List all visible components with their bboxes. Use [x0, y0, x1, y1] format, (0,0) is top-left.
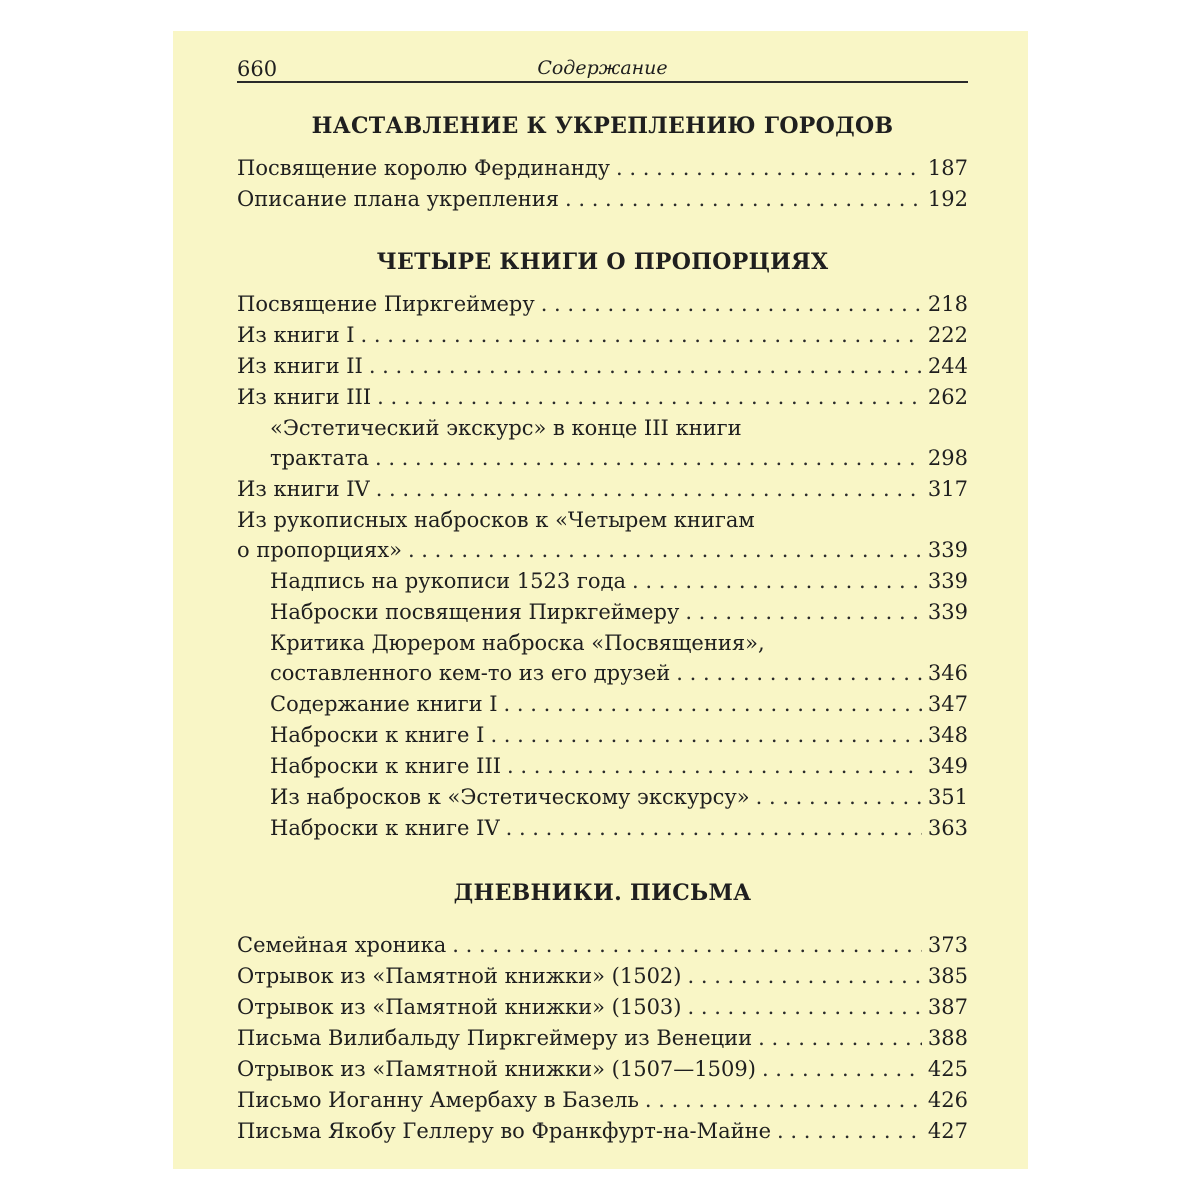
toc-entry-page: 298 — [927, 446, 968, 470]
toc-entry-title: Наброски к книге IV — [270, 816, 500, 840]
leader-dots — [639, 1085, 922, 1116]
section-title: ДНЕВНИКИ. ПИСЬМА — [453, 880, 752, 906]
leader-dots — [446, 930, 922, 961]
leader-dots — [750, 782, 922, 813]
toc-entry-title: Письмо Иоганну Амербаху в Базель — [237, 1088, 639, 1112]
toc-entry-title: трактата — [270, 446, 369, 470]
toc-entry-page: 387 — [927, 995, 968, 1019]
leader-dots — [535, 289, 922, 320]
leader-dots — [679, 597, 922, 628]
leader-dots — [402, 535, 922, 566]
toc-entry-page: 425 — [927, 1057, 968, 1081]
toc-entry-title: Отрывок из «Памятной книжки» (1507—1509) — [237, 1057, 756, 1081]
leader-dots — [670, 658, 922, 689]
toc-entry-title: Из книги I — [237, 323, 355, 347]
toc-entry-title-line1: «Эстетический экскурс» в конце III книги — [270, 416, 742, 440]
toc-entry-page: 349 — [927, 754, 968, 778]
toc-entry-title: Из книги II — [237, 354, 363, 378]
toc-entry-title: Отрывок из «Памятной книжки» (1503) — [237, 995, 682, 1019]
toc-entry-title: Из книги III — [237, 385, 372, 409]
toc-entry — [237, 566, 968, 597]
toc-entry — [237, 351, 968, 382]
leader-dots — [682, 992, 923, 1023]
toc-entry — [237, 961, 968, 992]
section-title: ЧЕТЫРЕ КНИГИ О ПРОПОРЦИЯХ — [376, 249, 829, 275]
toc-entry-page: 339 — [927, 569, 968, 593]
toc-entry — [270, 658, 968, 689]
toc-entry-title: Посвящение Пиркгеймеру — [237, 292, 535, 316]
toc-entry-title: Семейная хроника — [237, 933, 447, 957]
toc-entry-page: 218 — [927, 292, 968, 316]
toc-entry-title: Наброски к книге I — [270, 723, 485, 747]
toc-entry-page: 347 — [927, 692, 968, 716]
toc-entry-title: Наброски к книге III — [270, 754, 502, 778]
toc-entry-title: о пропорциях» — [237, 538, 402, 562]
toc-entry — [237, 474, 968, 505]
toc-entry-page: 385 — [927, 964, 968, 988]
toc-entry-page: 426 — [927, 1088, 968, 1112]
toc-entry-title: Письма Вилибальду Пиркгеймеру из Венеции — [237, 1026, 753, 1050]
toc-entry-page: 427 — [927, 1119, 968, 1143]
toc-entry-multiline — [237, 413, 968, 474]
toc-entry — [237, 782, 968, 813]
leader-dots — [626, 566, 922, 597]
leader-dots — [501, 751, 922, 782]
section-title: НАСТАВЛЕНИЕ К УКРЕПЛЕНИЮ ГОРОДОВ — [311, 113, 894, 139]
toc-entry-title: Наброски посвящения Пиркгеймеру — [270, 600, 680, 624]
toc-entry — [237, 597, 968, 628]
leader-dots — [771, 1116, 922, 1147]
leader-dots — [484, 720, 922, 751]
running-title: Содержание — [537, 57, 668, 79]
table-of-contents — [237, 113, 968, 1147]
toc-entry-page: 244 — [927, 354, 968, 378]
toc-entry — [237, 184, 968, 215]
toc-entry-page: 187 — [927, 156, 968, 180]
leader-dots — [370, 474, 922, 505]
leader-dots — [371, 382, 922, 413]
leader-dots — [369, 443, 922, 474]
toc-entry-page: 262 — [927, 385, 968, 409]
toc-entry — [237, 320, 968, 351]
toc-entry — [237, 992, 968, 1023]
leader-dots — [500, 813, 922, 844]
toc-entry-title: Из набросков к «Эстетическому экскурсу» — [270, 785, 750, 809]
toc-entry — [237, 535, 968, 566]
toc-entry-page: 363 — [927, 816, 968, 840]
toc-entry-page: 348 — [927, 723, 968, 747]
toc-entry — [237, 720, 968, 751]
book-page — [173, 31, 1028, 1169]
toc-entry — [237, 153, 968, 184]
leader-dots — [682, 961, 923, 992]
leader-dots — [756, 1054, 922, 1085]
page-number: 660 — [237, 57, 278, 81]
toc-entry-page: 339 — [927, 538, 968, 562]
toc-entry-title: Содержание книги I — [270, 692, 498, 716]
toc-entry-page: 339 — [927, 600, 968, 624]
toc-entry-multiline — [237, 628, 968, 689]
toc-entry-title-line1: Критика Дюрером наброска «Посвящения», — [270, 631, 765, 655]
toc-entry-page: 222 — [927, 323, 968, 347]
toc-entry-multiline — [237, 505, 968, 566]
toc-entry-page: 317 — [927, 477, 968, 501]
leader-dots — [363, 351, 922, 382]
toc-entry — [237, 1023, 968, 1054]
toc-entry-page: 351 — [927, 785, 968, 809]
toc-entry — [237, 689, 968, 720]
toc-entry — [237, 382, 968, 413]
toc-entry-page: 388 — [927, 1026, 968, 1050]
toc-entry — [237, 751, 968, 782]
toc-entry-title: Посвящение королю Фердинанду — [237, 156, 611, 180]
toc-entry — [237, 1116, 968, 1147]
leader-dots — [752, 1023, 922, 1054]
page-header — [237, 51, 968, 83]
toc-entry — [237, 1085, 968, 1116]
leader-dots — [559, 184, 922, 215]
toc-entry-title-line1: Из рукописных набросков к «Четырем книгам — [237, 508, 755, 532]
leader-dots — [610, 153, 922, 184]
leader-dots — [498, 689, 922, 720]
toc-entry — [237, 1054, 968, 1085]
toc-entry-title: составленного кем-то из его друзей — [270, 661, 671, 685]
toc-entry-title: Из книги IV — [237, 477, 370, 501]
toc-entry-title: Надпись на рукописи 1523 года — [270, 569, 627, 593]
toc-entry — [237, 813, 968, 844]
toc-entry-page: 346 — [927, 661, 968, 685]
toc-entry — [237, 289, 968, 320]
toc-entry-title: Описание плана укрепления — [237, 187, 559, 211]
toc-entry-title: Отрывок из «Памятной книжки» (1502) — [237, 964, 682, 988]
toc-entry-title: Письма Якобу Геллеру во Франкфурт-на-Майне — [237, 1119, 772, 1143]
toc-entry-page: 192 — [927, 187, 968, 211]
toc-entry-page: 373 — [927, 933, 968, 957]
leader-dots — [355, 320, 922, 351]
toc-entry — [270, 443, 968, 474]
toc-entry — [237, 930, 968, 961]
